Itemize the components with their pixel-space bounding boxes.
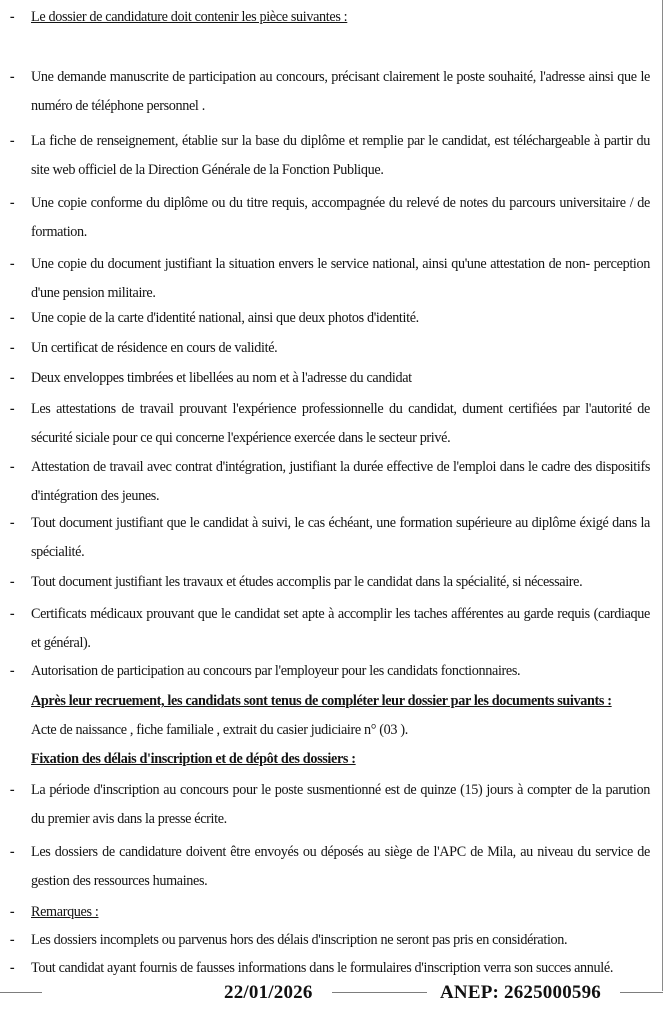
list-item-text: Les attestations de travail prouvant l'expérience professionnelle du candidat, dument certifiées par l'autorité de sécurité siciale pour ce qui concerne l'expérience exercée dans le secteur privé.	[31, 401, 650, 446]
bullet: -	[9, 606, 15, 622]
list-item	[0, 600, 660, 658]
footer-rule	[0, 992, 42, 993]
list-item	[0, 657, 660, 686]
list-item	[0, 63, 660, 121]
list-item	[0, 453, 660, 511]
footer-anep-number: ANEP: 2625000596	[440, 982, 601, 1003]
bullet: -	[9, 663, 15, 679]
list-item	[0, 838, 660, 896]
list-item-text: Tout document justifiant que le candidat à suivi, le cas échéant, une formation supérieure au diplôme éxigé dans la spécialité.	[31, 515, 650, 560]
list-item-text: Une copie de la carte d'identité national, ainsi que deux photos d'identité.	[31, 310, 419, 326]
list-item-text: La période d'inscription au concours pour le poste susmentionné est de quinze (15) jours à compter de la parution du premier avis dans la presse écrite.	[31, 782, 650, 827]
list-item-text: La fiche de renseignement, établie sur la base du diplôme et remplie par le candidat, est téléchargeable à partir du site web officiel de la Direction Générale de la Fonction Publique.	[31, 133, 650, 178]
remarks-heading	[0, 898, 660, 927]
list-item-text: Une copie conforme du diplôme ou du titre requis, accompagnée du relevé de notes du parcours universitaire / de formation.	[31, 195, 650, 240]
bullet: -	[9, 310, 15, 326]
list-item	[0, 395, 660, 453]
bullet: -	[9, 459, 15, 475]
bullet: -	[9, 782, 15, 798]
list-item-text: Les dossiers de candidature doivent être envoyés ou déposés au siège de l'APC de Mila, au niveau du service de gestion des ressources humaines.	[31, 844, 650, 889]
list-item	[0, 954, 660, 983]
bullet: -	[9, 69, 15, 85]
list-item	[0, 189, 660, 247]
bullet: -	[9, 370, 15, 386]
list-item	[0, 776, 660, 834]
list-item-text: Une copie du document justifiant la situation envers le service national, ainsi qu'une attestation de non- perception d'une pension militaire.	[31, 256, 650, 301]
page-border	[662, 0, 663, 991]
list-item	[0, 926, 660, 955]
after-recruitment-text	[0, 716, 660, 745]
bullet: -	[9, 960, 15, 976]
heading-dossier	[0, 3, 660, 32]
list-item-text: Tout candidat ayant fournis de fausses informations dans le formulaires d'inscription verra son succes annulé.	[31, 960, 614, 976]
list-item-text: Autorisation de participation au concours par l'employeur pour les candidats fonctionnaires.	[31, 663, 521, 679]
list-item	[0, 568, 660, 597]
deadlines-heading	[0, 745, 660, 774]
list-item-text: Certificats médicaux prouvant que le candidat set apte à accomplir les taches afférentes au garde requis (cardiaque et général).	[31, 606, 650, 651]
list-item-text: Attestation de travail avec contrat d'intégration, justifiant la durée effective de l'emploi dans le cadre des dispositifs d'intégration des jeunes.	[31, 459, 650, 504]
bullet: -	[9, 340, 15, 356]
footer-rule	[620, 992, 663, 993]
bullet: -	[9, 9, 15, 25]
list-item	[0, 250, 660, 308]
list-item	[0, 334, 660, 363]
list-item-text: Deux enveloppes timbrées et libellées au nom et à l'adresse du candidat	[31, 370, 412, 386]
list-item-text: Les dossiers incomplets ou parvenus hors des délais d'inscription ne seront pas pris en considération.	[31, 932, 568, 948]
list-item	[0, 127, 660, 185]
section-heading: Après leur recruement, les candidats sont tenus de compléter leur dossier par les documents suivants :	[31, 693, 612, 709]
bullet: -	[9, 515, 15, 531]
list-item	[0, 364, 660, 393]
footer-rule	[332, 992, 427, 993]
section-heading: Remarques :	[31, 904, 99, 920]
bullet: -	[9, 844, 15, 860]
list-item-text: Tout document justifiant les travaux et études accomplis par le candidat dans la spécialité, si nécessaire.	[31, 574, 583, 590]
section-heading: Le dossier de candidature doit contenir les pièce suivantes :	[31, 9, 348, 25]
section-heading: Fixation des délais d'inscription et de dépôt des dossiers :	[31, 751, 356, 767]
list-item	[0, 509, 660, 567]
list-item-text: Un certificat de résidence en cours de validité.	[31, 340, 278, 356]
bullet: -	[9, 133, 15, 149]
bullet: -	[9, 904, 15, 920]
list-item-text: Une demande manuscrite de participation au concours, précisant clairement le poste souhaité, l'adresse ainsi que le numéro de téléphone personnel .	[31, 69, 650, 114]
after-recruitment-heading	[0, 687, 660, 716]
bullet: -	[9, 932, 15, 948]
bullet: -	[9, 401, 15, 417]
bullet: -	[9, 195, 15, 211]
paragraph: Acte de naissance , fiche familiale , extrait du casier judiciaire n° (03 ).	[31, 722, 408, 738]
bullet: -	[9, 574, 15, 590]
list-item	[0, 304, 660, 333]
bullet: -	[9, 256, 15, 272]
footer-date: 22/01/2026	[224, 982, 313, 1003]
